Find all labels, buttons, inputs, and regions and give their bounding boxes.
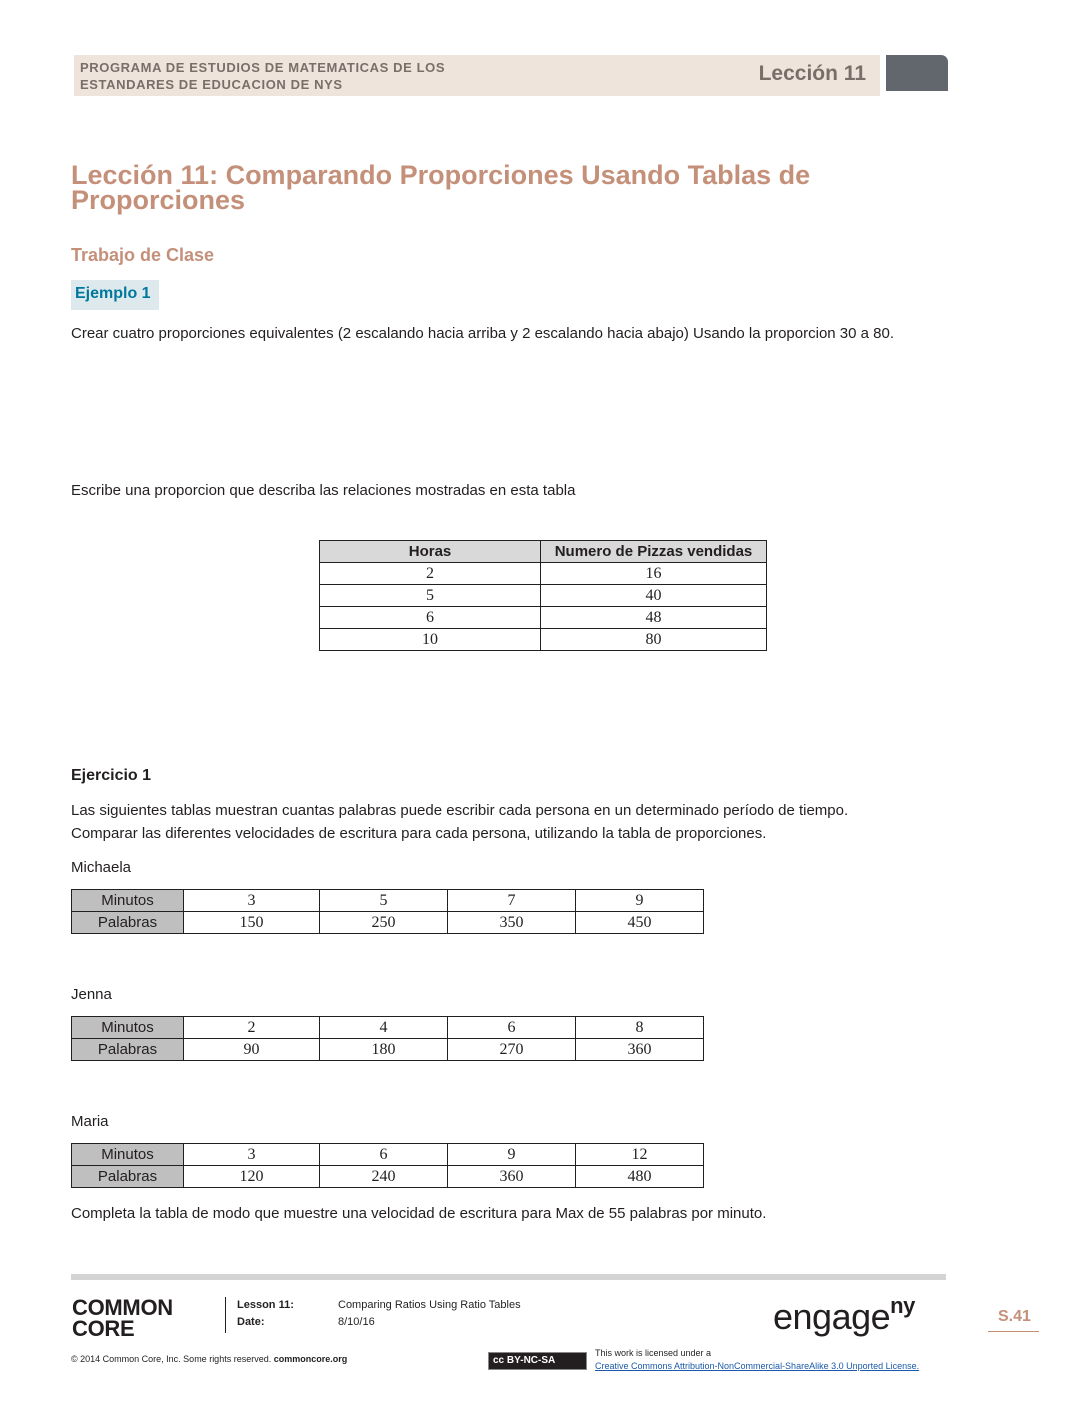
table-cell: 6 xyxy=(448,1017,576,1039)
table-cell: 120 xyxy=(184,1166,320,1188)
table-cell: 240 xyxy=(320,1166,448,1188)
table-cell: 2 xyxy=(184,1017,320,1039)
lesson-label: Lesson 11: xyxy=(237,1299,294,1311)
table-row xyxy=(72,912,704,934)
row-label: Palabras xyxy=(72,1166,184,1188)
table-cell: 2 xyxy=(320,563,541,585)
column-header: Horas xyxy=(320,541,541,563)
header-lesson: Lección 11 xyxy=(758,62,866,85)
table-cell: 360 xyxy=(448,1166,576,1188)
row-label: Minutos xyxy=(72,1144,184,1166)
page-number-underline xyxy=(988,1331,1039,1332)
table-cell: 9 xyxy=(576,890,704,912)
table-cell: 270 xyxy=(448,1039,576,1061)
table-cell: 360 xyxy=(576,1039,704,1061)
table-cell: 48 xyxy=(541,607,767,629)
copyright: © 2014 Common Core, Inc. Some rights reserved. commoncore.org xyxy=(71,1354,348,1364)
table-cell: 80 xyxy=(541,629,767,651)
ratio-table-maria xyxy=(71,1143,704,1188)
table-cell: 3 xyxy=(184,890,320,912)
ratio-table-michaela xyxy=(71,889,704,934)
pizza-table xyxy=(319,540,767,651)
ratio-table-jenna xyxy=(71,1016,704,1061)
section-subtitle: Trabajo de Clase xyxy=(71,245,215,265)
example-prompt: Crear cuatro proporciones equivalentes (2 escalando hacia arriba y 2 escalando hacia abajo) Usando la proporcion 30 a 80. xyxy=(71,325,895,342)
header-tab xyxy=(886,55,948,91)
row-label: Palabras xyxy=(72,912,184,934)
table-cell: 90 xyxy=(184,1039,320,1061)
table-row xyxy=(72,890,704,912)
table-cell: 4 xyxy=(320,1017,448,1039)
person-name: Michaela xyxy=(71,859,132,876)
license-link[interactable]: Creative Commons Attribution-NonCommercial-ShareAlike 3.0 Unported License. xyxy=(595,1361,920,1371)
cc-license-badge: cc BY-NC-SA xyxy=(488,1352,587,1370)
table-cell: 5 xyxy=(320,585,541,607)
table-cell: 350 xyxy=(448,912,576,934)
table-cell: 7 xyxy=(448,890,576,912)
table-cell: 6 xyxy=(320,607,541,629)
table-row xyxy=(320,607,767,629)
table-cell: 40 xyxy=(541,585,767,607)
table-row xyxy=(72,1017,704,1039)
table-row xyxy=(320,629,767,651)
engageny-logo: engage$^{ny}$ xyxy=(773,1293,915,1337)
table-cell: 150 xyxy=(184,912,320,934)
table-cell: 3 xyxy=(184,1144,320,1166)
exercise-label: Ejercicio 1 xyxy=(71,767,152,784)
table-cell: 10 xyxy=(320,629,541,651)
footer-divider xyxy=(71,1274,946,1280)
column-header: Numero de Pizzas vendidas xyxy=(541,541,767,563)
table-cell: 250 xyxy=(320,912,448,934)
table-cell: 12 xyxy=(576,1144,704,1166)
table-cell: 9 xyxy=(448,1144,576,1166)
lesson-value: Comparing Ratios Using Ratio Tables xyxy=(338,1299,521,1311)
table-cell: 8 xyxy=(576,1017,704,1039)
exercise-intro-2: Comparar las diferentes velocidades de escritura para cada persona, utilizando la tabla de proporciones. xyxy=(71,825,767,842)
table-row xyxy=(72,1166,704,1188)
row-label: Minutos xyxy=(72,1017,184,1039)
program-name: PROGRAMA DE ESTUDIOS DE MATEMATICAS DE LOS ESTANDARES DE EDUCACION DE NYS xyxy=(80,60,446,92)
table-cell: 6 xyxy=(320,1144,448,1166)
date-label: Date: xyxy=(237,1316,265,1328)
page-title: Lección 11: Comparando Proporciones Usando Tablas de Proporciones xyxy=(71,160,811,215)
footer-separator xyxy=(225,1297,226,1333)
table-cell: 450 xyxy=(576,912,704,934)
row-label: Palabras xyxy=(72,1039,184,1061)
table-row xyxy=(72,1144,704,1166)
date-value: 8/10/16 xyxy=(338,1316,375,1328)
table-cell: 16 xyxy=(541,563,767,585)
page-number: S.41 xyxy=(998,1308,1031,1325)
person-name: Maria xyxy=(71,1113,109,1130)
person-name: Jenna xyxy=(71,986,112,1003)
license-text: This work is licensed under a xyxy=(595,1348,712,1358)
table-row xyxy=(320,563,767,585)
closing-prompt: Completa la tabla de modo que muestre una velocidad de escritura para Max de 55 palabras por minuto. xyxy=(71,1205,767,1222)
example-label: Ejemplo 1 xyxy=(71,280,159,310)
table-row xyxy=(320,585,767,607)
row-label: Minutos xyxy=(72,890,184,912)
header-banner xyxy=(74,55,880,96)
table-row xyxy=(72,1039,704,1061)
example-prompt-2: Escribe una proporcion que describa las relaciones mostradas en esta tabla xyxy=(71,482,576,499)
table-cell: 180 xyxy=(320,1039,448,1061)
exercise-intro-1: Las siguientes tablas muestran cuantas palabras puede escribir cada persona en un determinado período de tiempo. xyxy=(71,802,849,819)
table-cell: 5 xyxy=(320,890,448,912)
common-core-logo: COMMON CORE xyxy=(72,1295,173,1341)
table-cell: 480 xyxy=(576,1166,704,1188)
